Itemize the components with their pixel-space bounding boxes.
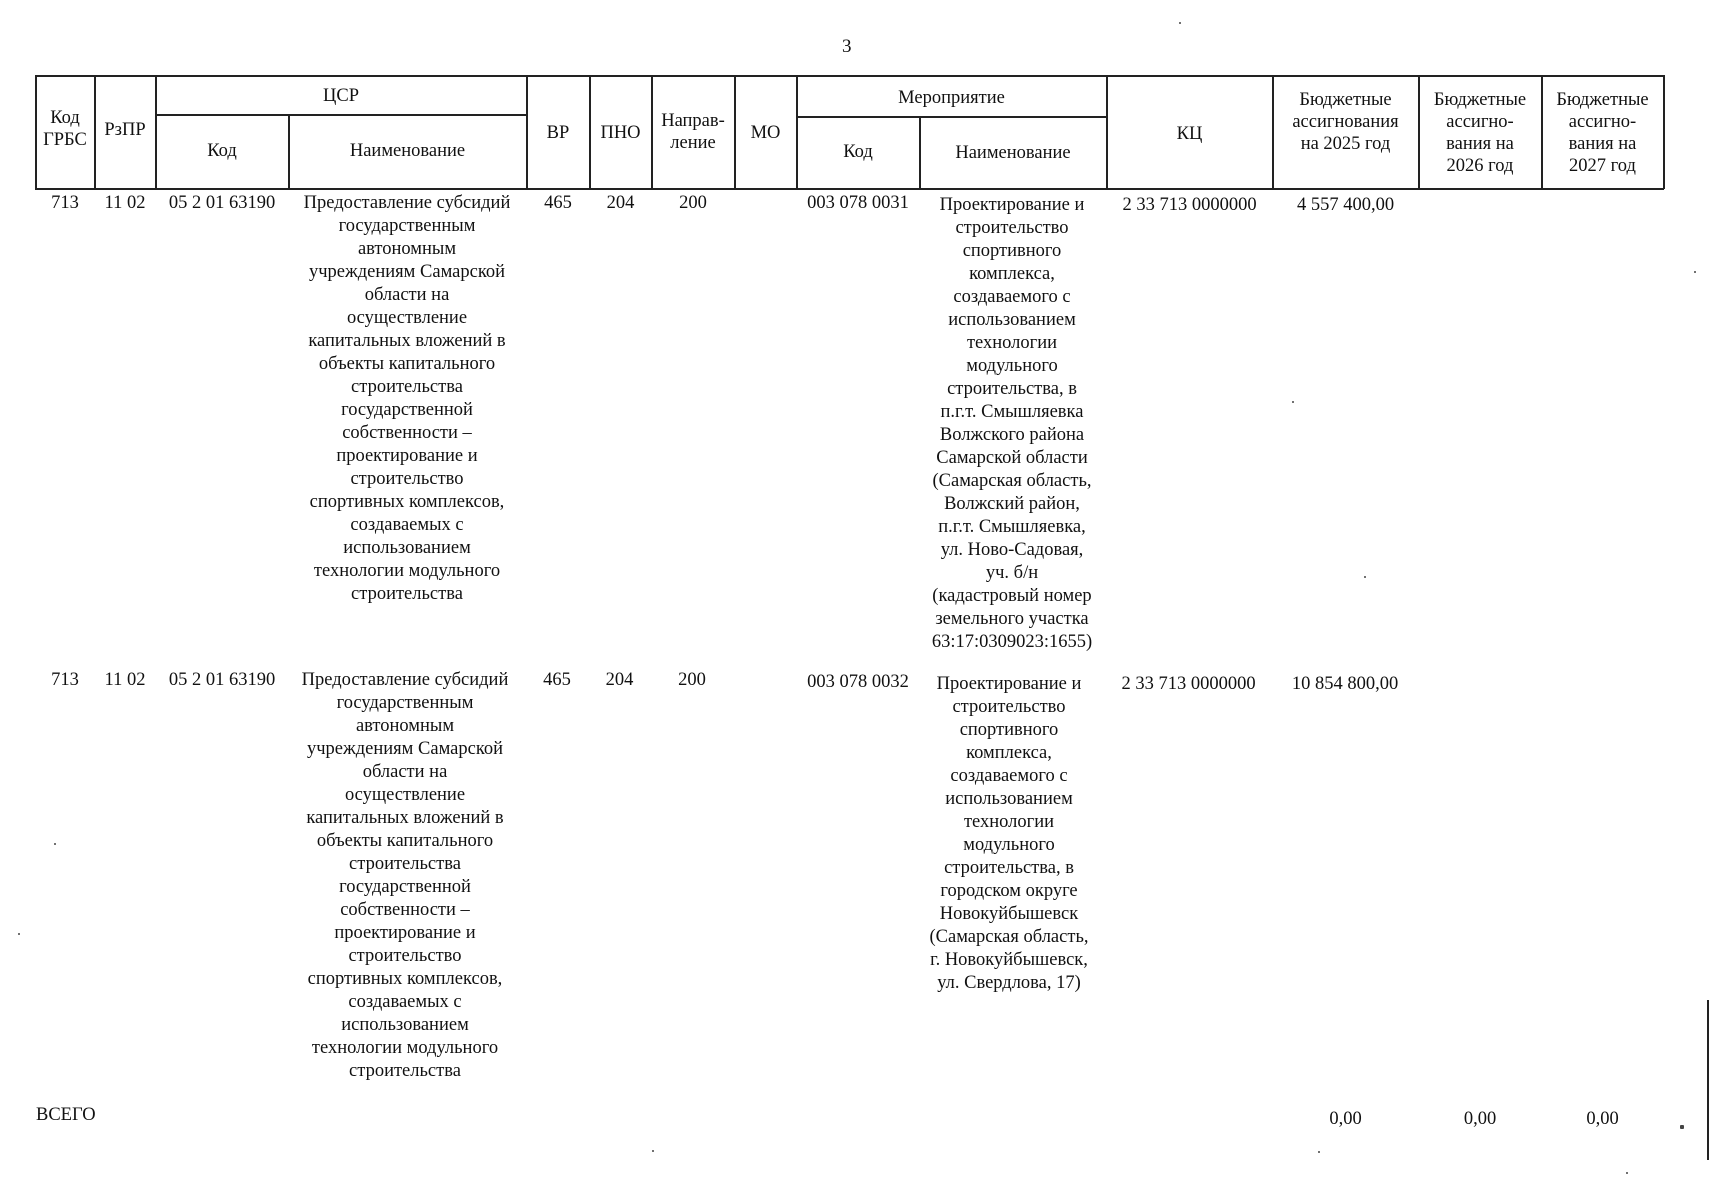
scan-speck bbox=[1680, 1125, 1684, 1129]
csr-sub-border bbox=[155, 114, 526, 116]
scan-speck bbox=[1179, 22, 1181, 24]
cell-csr-name: Предоставление субсидий государственным автономным учреждениям Самарской области на осуществление капитальных вложений в объекты капитального строительства государственной собственности – проектирование и строительство спортивных комплексов, создаваемых с использованием технологии модульного строительства bbox=[303, 193, 511, 604]
cell-vr: 465 bbox=[544, 193, 572, 213]
header-b2025: Бюджетные ассигнования на 2025 год bbox=[1292, 90, 1399, 154]
header-mer-kod: Код bbox=[843, 142, 873, 162]
cell-mer-kod: 003 078 0032 bbox=[807, 672, 909, 692]
cell-rzpr: 11 02 bbox=[104, 193, 146, 213]
header-csr-name: Наименование bbox=[349, 141, 466, 161]
scan-speck bbox=[18, 933, 20, 935]
col-divider bbox=[1663, 75, 1665, 189]
header-pno: ПНО bbox=[600, 123, 641, 143]
cell-mer-name: Проектирование и строительство спортивного комплекса, создаваемого с использованием технологии модульного строительства, в п.г.т. Смышляевка Волжского района Самарской области (Самарская область, Волжский район, п.г.т. Смышляевка, ул. Ново-Садовая, уч. б/н (кадастровый номер земельного участка 63:17:0309023:1655) bbox=[931, 195, 1093, 652]
cell-napravlenie: 200 bbox=[678, 670, 706, 690]
header-bottom-border bbox=[35, 188, 1664, 190]
total-b2025: 0,00 bbox=[1329, 1109, 1362, 1129]
cell-pno: 204 bbox=[605, 670, 634, 690]
total-label: ВСЕГО bbox=[36, 1105, 96, 1125]
cell-vr: 465 bbox=[543, 670, 571, 690]
cell-kc: 2 33 713 0000000 bbox=[1121, 674, 1256, 694]
cell-napravlenie: 200 bbox=[679, 193, 707, 213]
cell-mer-kod: 003 078 0031 bbox=[807, 193, 909, 213]
cell-grbs: 713 bbox=[51, 193, 79, 213]
cell-pno: 204 bbox=[606, 193, 635, 213]
scan-edge-line bbox=[1707, 1000, 1709, 1160]
scan-speck bbox=[1364, 576, 1366, 578]
cell-csr-kod: 05 2 01 63190 bbox=[168, 670, 276, 690]
total-b2026: 0,00 bbox=[1463, 1109, 1497, 1129]
header-mer-name: Наименование bbox=[955, 143, 1071, 163]
page-number: 3 bbox=[842, 36, 852, 57]
header-csr-kod: Код bbox=[207, 141, 237, 161]
scan-speck bbox=[1626, 1172, 1628, 1174]
cell-csr-kod: 05 2 01 63190 bbox=[168, 193, 276, 213]
header-kc: КЦ bbox=[1176, 124, 1203, 144]
cell-mer-name: Проектирование и строительство спортивного комплекса, создаваемого с использованием технологии модульного строительства, в городском округе Новокуйбышевск (Самарская область, г. Новокуйбышевск, ул. Свердлова, 17) bbox=[929, 674, 1089, 993]
header-b2027: Бюджетные ассигно- вания на 2027 год bbox=[1556, 90, 1649, 176]
scan-speck bbox=[1318, 1151, 1320, 1153]
meropriyatie-sub-border bbox=[796, 116, 1106, 118]
header-b2026: Бюджетные ассигно- вания на 2026 год bbox=[1433, 90, 1527, 176]
header-top-border bbox=[35, 75, 1664, 77]
scan-speck bbox=[1694, 271, 1696, 273]
header-csr: ЦСР bbox=[323, 86, 359, 106]
scan-speck bbox=[652, 1150, 654, 1152]
header-napravlenie: Направ- ление bbox=[661, 111, 725, 153]
header-mo: МО bbox=[750, 123, 781, 143]
header-meropriyatie: Мероприятие bbox=[898, 88, 1005, 108]
scan-speck bbox=[1292, 401, 1294, 403]
cell-csr-name: Предоставление субсидий государственным автономным учреждениям Самарской области на осуществление капитальных вложений в объекты капитального строительства государственной собственности – проектирование и строительство спортивных комплексов, создаваемых с использованием технологии модульного строительства bbox=[301, 670, 509, 1081]
header-vr: ВР bbox=[546, 123, 570, 143]
header-rzpr: РзПР bbox=[104, 120, 146, 140]
cell-rzpr: 11 02 bbox=[104, 670, 146, 690]
cell-grbs: 713 bbox=[51, 670, 79, 690]
cell-kc: 2 33 713 0000000 bbox=[1122, 195, 1257, 215]
cell-b2025: 4 557 400,00 bbox=[1296, 195, 1395, 215]
header-kod-grbs: Код ГРБС bbox=[43, 108, 87, 150]
total-b2027: 0,00 bbox=[1586, 1109, 1619, 1129]
scan-speck bbox=[54, 843, 56, 845]
cell-b2025: 10 854 800,00 bbox=[1291, 674, 1399, 694]
